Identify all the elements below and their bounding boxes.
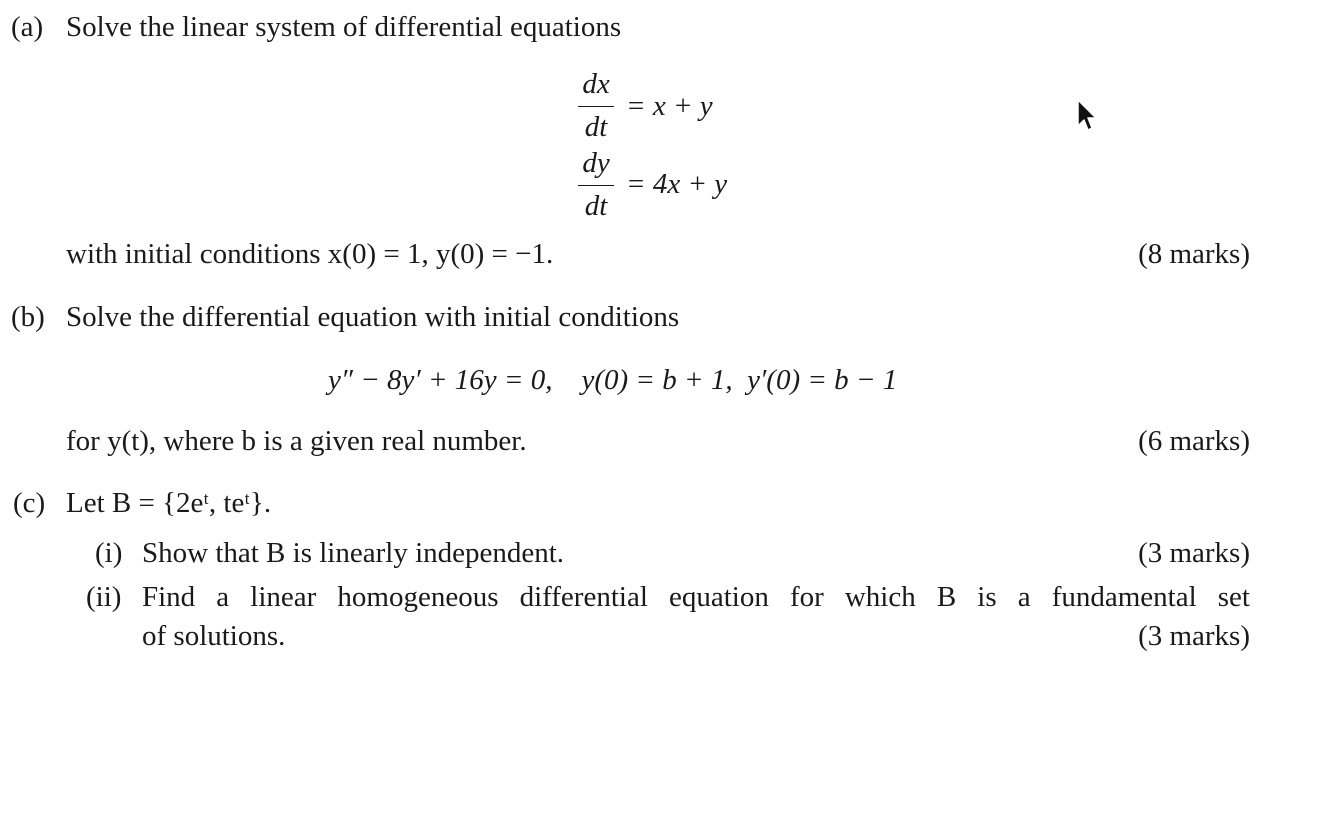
eq1-fraction [578, 70, 614, 142]
eq2-fraction-bar [578, 185, 614, 186]
eq2-rhs: = 4x + y [626, 168, 728, 200]
part-b-label: (b) [11, 301, 45, 333]
part-a-text: Solve the linear system of differential equations [66, 11, 622, 43]
eq1-denominator: dt [584, 111, 608, 143]
part-b-marks: (6 marks) [1138, 425, 1250, 457]
mouse-pointer-icon [1076, 98, 1102, 136]
eq2-denominator: dt [584, 190, 608, 222]
part-c-ii-text-continued: of solutions. [142, 620, 286, 652]
part-b-text: Solve the differential equation with initial conditions [66, 301, 680, 333]
part-c-i-label: (i) [95, 537, 123, 569]
eq2-numerator: dy [582, 147, 610, 179]
eq1-fraction-bar [578, 106, 614, 107]
eq1-numerator: dx [582, 68, 610, 100]
part-c-ii-marks: (3 marks) [1138, 620, 1250, 652]
part-c-text: Let B = {2eᵗ, teᵗ}. [66, 487, 272, 519]
part-a-marks: (8 marks) [1138, 238, 1250, 270]
eq2-fraction [578, 149, 614, 221]
part-a-label: (a) [11, 11, 44, 43]
part-c-ii-text: Find a linear homogeneous differential equation for which B is a fundamental set [142, 581, 1250, 613]
part-c-i-text: Show that B is linearly independent. [142, 537, 565, 569]
part-b-for-text: for y(t), where b is a given real number. [66, 425, 527, 457]
part-c-ii-label: (ii) [86, 581, 122, 613]
part-b-equation: y″ − 8y′ + 16y = 0, y(0) = b + 1, y′(0) = b − 1 [328, 364, 898, 396]
part-c-label: (c) [13, 487, 46, 519]
eq1-rhs: = x + y [626, 90, 713, 122]
part-a-conditions: with initial conditions x(0) = 1, y(0) = −1. [66, 238, 554, 270]
part-c-i-marks: (3 marks) [1138, 537, 1250, 569]
